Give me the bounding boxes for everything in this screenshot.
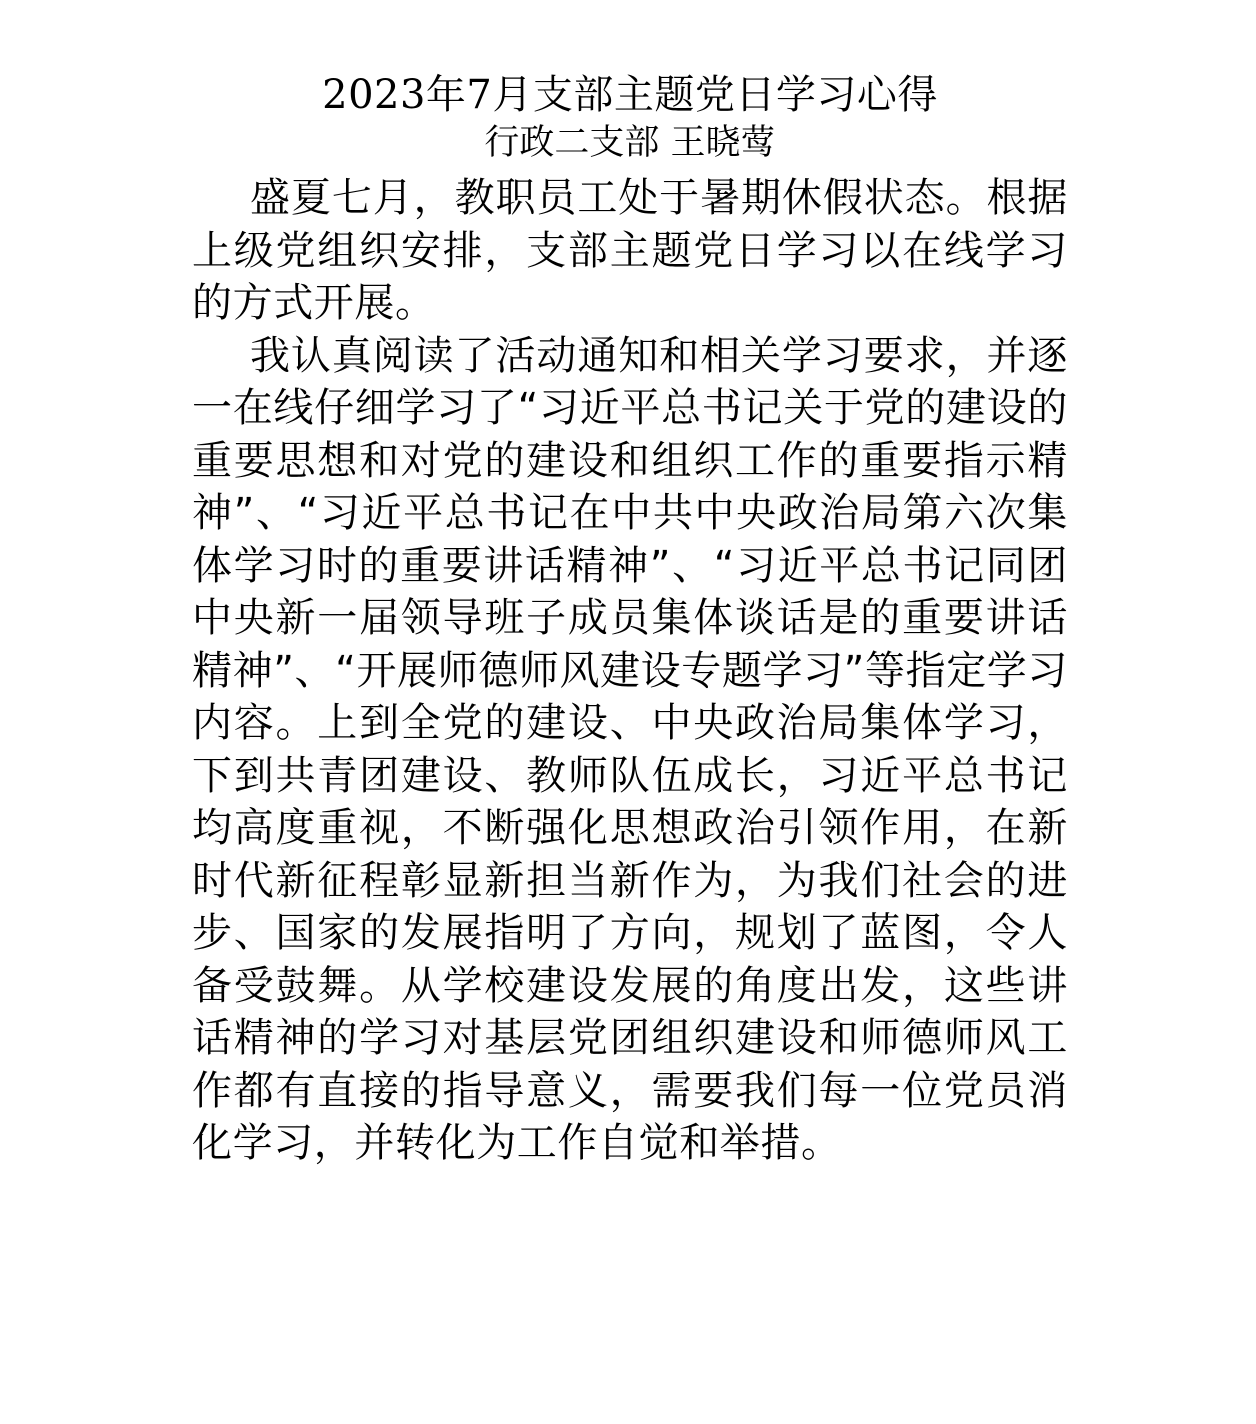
document-title: 2023年7月支部主题党日学习心得 xyxy=(322,72,938,118)
paragraph-1: 盛夏七月，教职员工处于暑期休假状态。根据上级党组织安排，支部主题党日学习以在线学习的方式开展。 xyxy=(192,175,1068,326)
document-author: 行政二支部 王晓莺 xyxy=(484,123,776,163)
paragraph-2: 我认真阅读了活动通知和相关学习要求，并逐一在线仔细学习了“习近平总书记关于党的建设的重要思想和对党的建设和组织工作的重要指示精神”、“习近平总书记在中共中央政治局第六次集体学习时的重要讲话精神”、“习近平总书记同团中央新一届领导班子成员集体谈话是的重要讲话精神”、“开展师德师风建设专题学习”等指定学习内容。上到全党的建设、中央政治局集体学习，下到共青团建设、教师队伍成长，习近平总书记均高度重视，不断强化思想政治引领作用，在新时代新征程彰显新担当新作为，为我们社会的进步、国家的发展指明了方向，规划了蓝图，令人备受鼓舞。从学校建设发展的角度出发，这些讲话精神的学习对基层党团组织建设和师德师风工作都有直接的指导意义，需要我们每一位党员消化学习，并转化为工作自觉和举措。 xyxy=(192,332,1068,1166)
document-page xyxy=(192,70,1068,1170)
